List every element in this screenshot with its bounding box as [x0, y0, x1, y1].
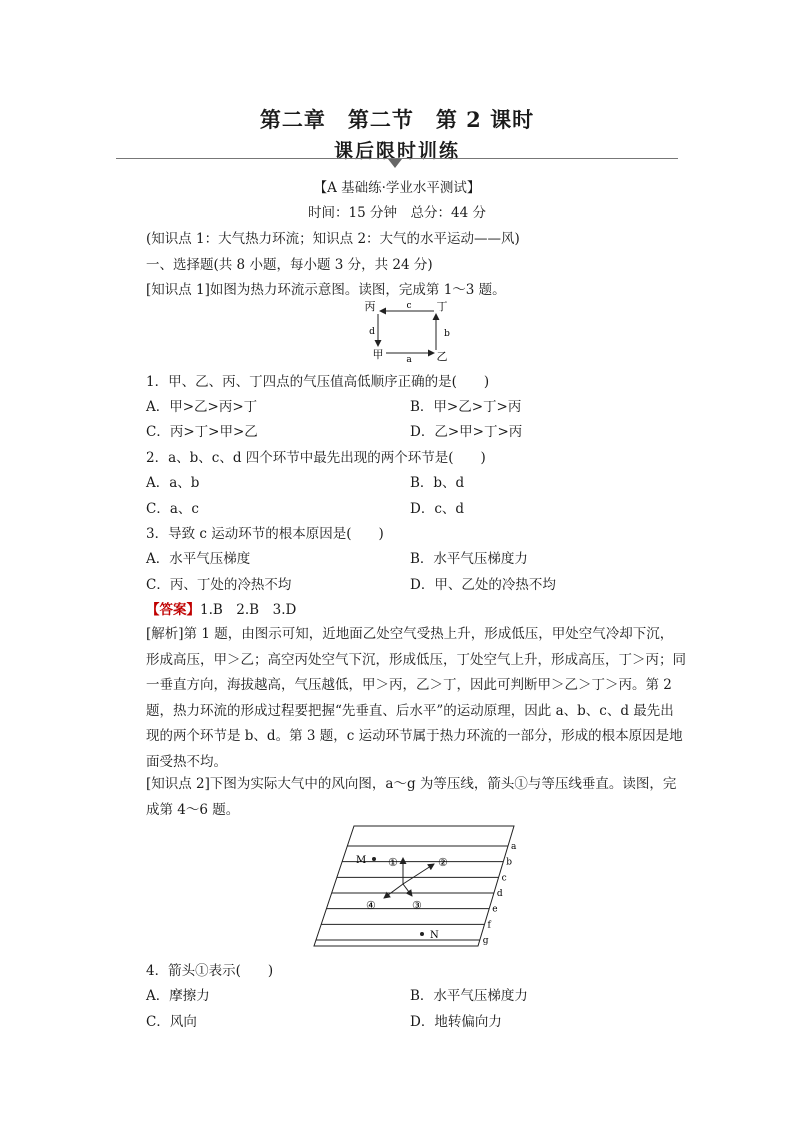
page-title: 第二章 第二节 第 2 课时 [259, 107, 535, 132]
arrow-1-label: ① [388, 856, 398, 869]
point-m-dot [372, 857, 376, 861]
q3-option-a[interactable]: A．水平气压梯度 [146, 551, 251, 567]
question-4-stem: 4．箭头①表示( ) [146, 963, 274, 979]
arrow-2-label: ② [438, 856, 448, 869]
point-n-dot [420, 932, 424, 936]
q1-option-c[interactable]: C．丙>丁>甲>乙 [146, 424, 258, 440]
part-one-heading: 一、选择题(共 8 小题，每小题 3 分，共 24 分) [146, 257, 433, 273]
arrow-d-label: d [369, 327, 375, 337]
isobar-lines [316, 846, 508, 940]
q1-option-d[interactable]: D．乙>甲>丁>丙 [410, 424, 523, 440]
page-subtitle: 课后限时训练 [333, 140, 460, 162]
label-bing: 丙 [364, 300, 376, 313]
q2-option-a[interactable]: A．a、b [146, 475, 200, 491]
arrow-3 [403, 884, 412, 896]
q1-option-a[interactable]: A．甲>乙>丙>丁 [146, 399, 258, 415]
q2-option-b[interactable]: B．b、d [410, 475, 465, 491]
label-jia: 甲 [372, 348, 384, 361]
answer-label: 【答案】 [146, 602, 200, 618]
diagram-frame [314, 826, 514, 946]
arrow-c-label: c [406, 301, 412, 311]
arrow-2 [403, 864, 434, 884]
answer-line [146, 598, 296, 618]
arrow-b-label: b [444, 329, 450, 339]
divider-triangle-icon [388, 159, 402, 168]
q3-option-d[interactable]: D．甲、乙处的冷热不均 [410, 577, 556, 593]
isobar-label: g [482, 936, 489, 946]
q4-option-d[interactable]: D．地转偏向力 [410, 1014, 502, 1030]
arrow-4-label: ④ [366, 899, 376, 912]
answer-text: 1.B 2.B 3.D [200, 602, 297, 618]
isobar-label: e [492, 904, 498, 915]
knowledge-points: (知识点 1：大气热力环流；知识点 2：大气的水平运动——风) [146, 231, 520, 247]
thermal-circulation-diagram [356, 298, 456, 366]
arrow-a-label: a [406, 355, 412, 365]
point-m-label: M [356, 855, 367, 866]
q3-option-b[interactable]: B．水平气压梯度力 [410, 551, 528, 567]
arrow-3-label: ③ [412, 899, 422, 912]
q4-option-a[interactable]: A．摩擦力 [146, 988, 210, 1004]
question-1-stem: 1．甲、乙、丙、丁四点的气压值高低顺序正确的是( ) [146, 374, 490, 390]
label-ding: 丁 [436, 300, 448, 313]
analysis-paragraph: [解析]第 1 题，由图示可知，近地面乙处空气受热上升，形成低压，甲处空气冷却下沉，形成高压，甲＞乙；高空丙处空气下沉，形成低压，丁处空气上升，形成高压，丁＞丙；同一垂直方向，海拔越高，气压越低，甲＞丙，乙＞丁，因此可判断甲＞乙＞丁＞丙。第 2 题，热力环流的形成过程要把握“先垂直、后水平”的运动原理，因此 a、b、c、d 最先出现的两个环节是 b、d。第 3 题，c 运动环节属于热力环流的一部分，形成的根本原因是地面受热不均。 [146, 626, 686, 770]
isobar-label: a [511, 842, 517, 852]
q4-option-b[interactable]: B．水平气压梯度力 [410, 988, 528, 1004]
q3-option-c[interactable]: C．丙、丁处的冷热不均 [146, 577, 292, 593]
isobar-label: f [487, 920, 491, 931]
wind-direction-diagram [300, 824, 520, 952]
q2-option-c[interactable]: C．a、c [146, 501, 199, 517]
isobar-label: d [496, 889, 503, 899]
question-3-stem: 3．导致 c 运动环节的根本原因是( ) [146, 526, 384, 542]
section-label: 【A 基础练·学业水平测试】 [313, 180, 481, 196]
label-yi: 乙 [436, 350, 448, 363]
arrow-4 [384, 884, 403, 898]
question-2-stem: 2．a、b、c、d 四个环节中最先出现的两个环节是( ) [146, 450, 486, 466]
isobar-label: b [506, 857, 513, 868]
point-n-label: N [430, 930, 439, 941]
q1-option-b[interactable]: B．甲>乙>丁>丙 [410, 399, 522, 415]
intro-question-group-1: [知识点 1]如图为热力环流示意图。读图，完成第 1～3 题。 [146, 282, 506, 298]
q4-option-c[interactable]: C．风向 [146, 1014, 197, 1030]
time-info: 时间：15 分钟 总分：44 分 [308, 205, 486, 221]
isobar-label: c [501, 873, 507, 884]
intro-question-group-2: [知识点 2]下图为实际大气中的风向图，a～g 为等压线，箭头①与等压线垂直。读图，完成第 4～6 题。 [146, 776, 677, 818]
q2-option-d[interactable]: D．c、d [410, 501, 465, 517]
